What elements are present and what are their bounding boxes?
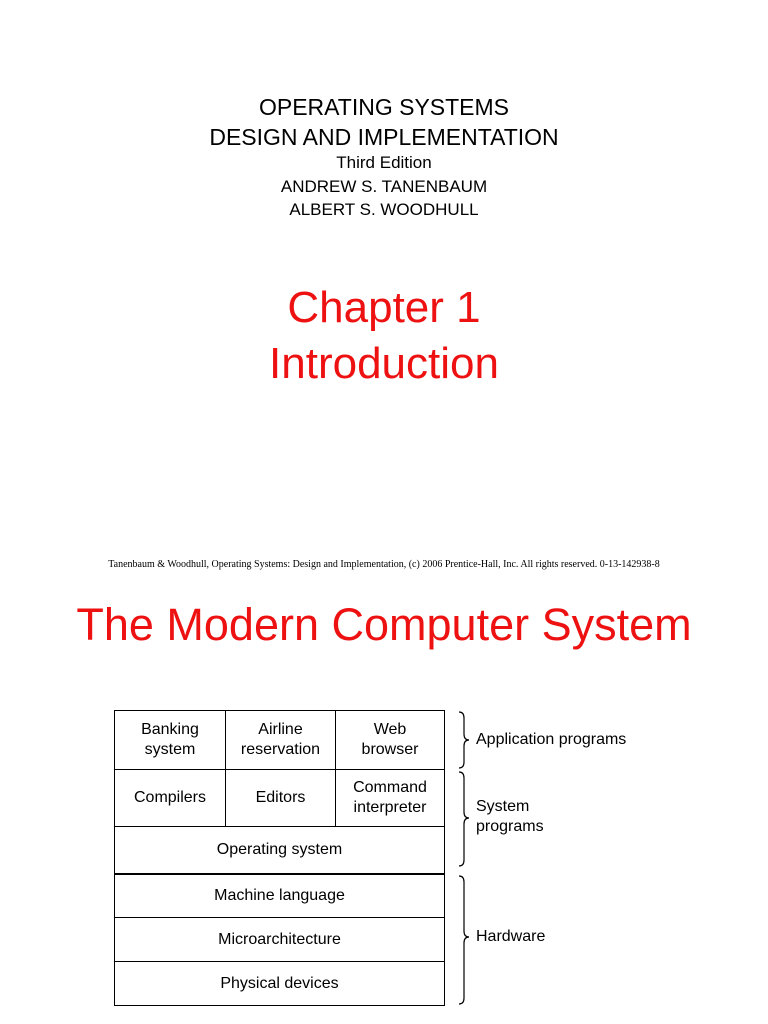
- microarchitecture-cell: Microarchitecture: [218, 930, 341, 948]
- book-title-line-1: OPERATING SYSTEMS: [258, 94, 510, 120]
- compilers-cell: Compilers: [115, 770, 226, 826]
- web-browser-cell: Web browser: [361, 721, 419, 758]
- book-title-line-2: DESIGN AND IMPLEMENTATION: [209, 124, 559, 150]
- chapter-number: Chapter 1: [287, 283, 481, 332]
- author-2: ALBERT S. WOODHULL: [289, 200, 479, 219]
- author-1: ANDREW S. TANENBAUM: [280, 177, 488, 196]
- system-programs-label: System programs: [476, 798, 544, 835]
- slide-title: The Modern Computer System: [76, 599, 692, 650]
- hardware-brace-icon: [459, 876, 469, 1004]
- application-brace-icon: [459, 712, 469, 768]
- application-programs-label: Application programs: [476, 731, 627, 748]
- copyright-note: Tanenbaum & Woodhull, Operating Systems: Design and Implementation, (c) 2006 Prentice-Hall, Inc. All rights reserved. 0-13-142938-8: [108, 559, 660, 570]
- hardware-label: Hardware: [476, 928, 546, 945]
- system-brace-icon: [459, 772, 469, 866]
- banking-system-cell: Banking system: [115, 711, 226, 769]
- chapter-title: Introduction: [269, 339, 499, 388]
- editors-cell: Editors: [226, 770, 336, 826]
- machine-language-cell: Machine language: [214, 887, 345, 904]
- edition: Third Edition: [336, 153, 432, 172]
- physical-devices-cell: Physical devices: [220, 974, 339, 992]
- command-interpreter-cell: Command interpreter: [353, 779, 427, 816]
- airline-reservation-cell: Airline reservation: [226, 711, 336, 769]
- operating-system-cell: Operating system: [216, 841, 343, 858]
